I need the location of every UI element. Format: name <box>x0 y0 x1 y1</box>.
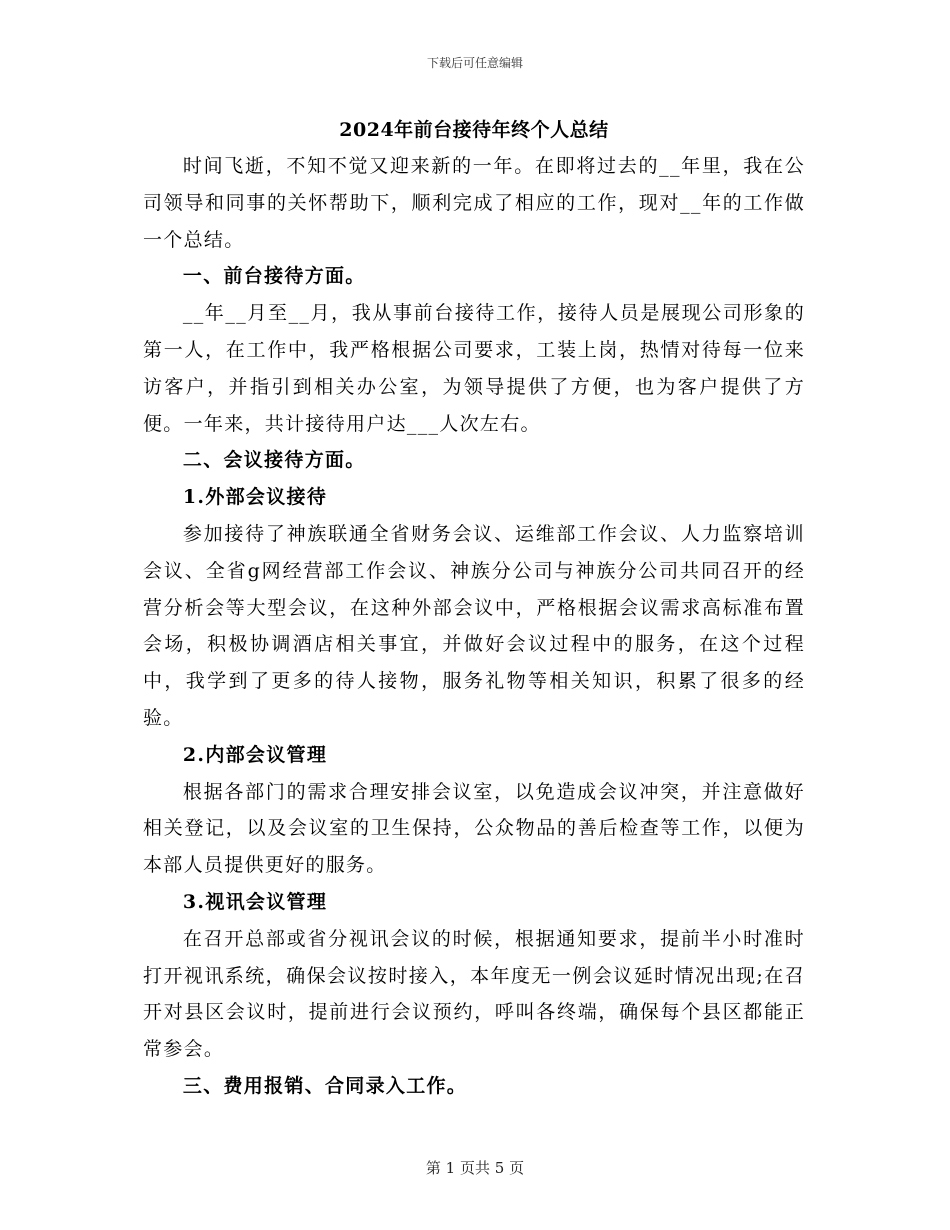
subheading-external-meetings: 1.外部会议接待 <box>182 486 328 509</box>
section-heading-meetings: 二、会议接待方面。 <box>182 449 366 472</box>
document-title: 2024年前台接待年终个人总结 <box>339 119 609 141</box>
page-footer: 第 1 页共 5 页 <box>425 1159 525 1177</box>
paragraph-intro: 时间飞逝，不知不觉又迎来新的一年。在即将过去的__年里，我在公司领导和同事的关怀帮助下，顺利完成了相应的工作，现对__年的工作做一个总结。 <box>143 155 805 251</box>
document-body <box>143 112 805 1105</box>
subheading-internal-meetings: 2.内部会议管理 <box>182 743 328 766</box>
header-note: 下载后可任意编辑 <box>426 56 523 70</box>
paragraph-internal-meetings: 根据各部门的需求合理安排会议室，以免造成会议冲突，并注意做好相关登记，以及会议室的卫生保持，公众物品的善后检查等工作，以便为本部人员提供更好的服务。 <box>143 780 805 877</box>
paragraph-video-meetings: 在召开总部或省分视讯会议的时候，根据通知要求，提前半小时准时打开视讯系统，确保会议按时接入，本年度无一例会议延时情况出现;在召开对县区会议时，提前进行会议预约，呼叫各终端，确保每个县区都能正常参会。 <box>143 927 805 1061</box>
section-heading-expenses: 三、费用报销、合同录入工作。 <box>182 1074 468 1097</box>
paragraph-external-meetings: 参加接待了神族联通全省财务会议、运维部工作会议、人力监察培训会议、全省g网经营部工作会议、神族分公司与神族分公司共同召开的经营分析会等大型会议，在这种外部会议中，严格根据会议需求高标准布置会场，积极协调酒店相关事宜，并做好会议过程中的服务，在这个过程中，我学到了更多的待人接物，服务礼物等相关知识，积累了很多的经验。 <box>143 522 805 729</box>
section-heading-reception: 一、前台接待方面。 <box>182 265 366 288</box>
subheading-video-meetings: 3.视讯会议管理 <box>182 890 328 913</box>
paragraph-reception: __年__月至__月，我从事前台接待工作，接待人员是展现公司形象的第一人，在工作中，我严格根据公司要求，工装上岗，热情对待每一位来访客户，并指引到相关办公室，为领导提供了方便，也为客户提供了方便。一年来，共计接待用户达___人次左右。 <box>143 302 805 435</box>
